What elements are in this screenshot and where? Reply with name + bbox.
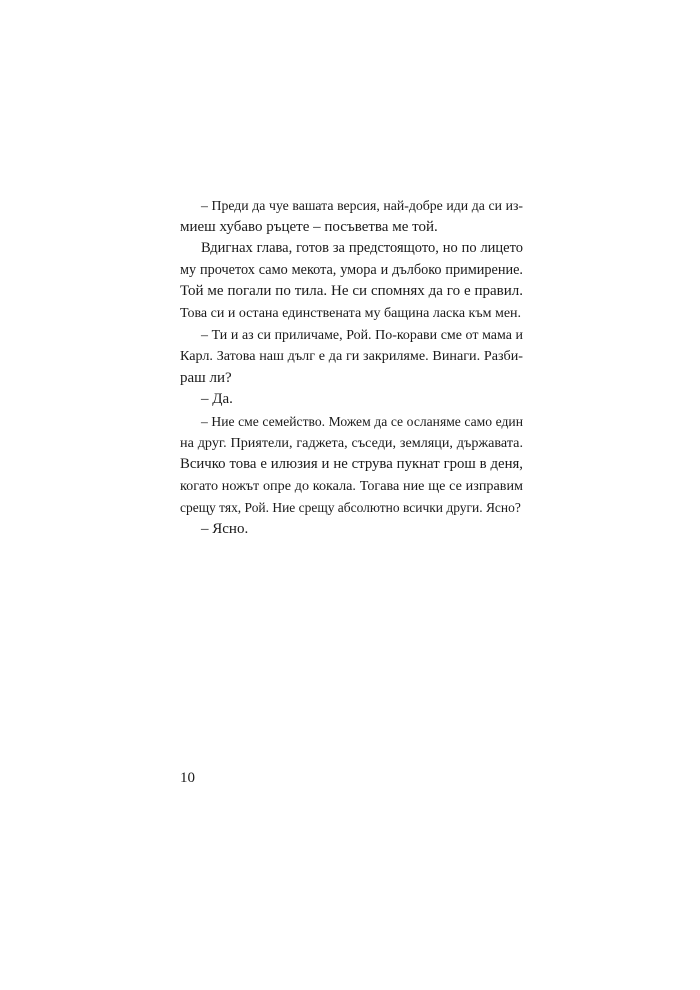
text-line: Карл. Затова наш дълг е да ги закриляме. Винаги. Разби- xyxy=(180,348,523,365)
text-line: срещу тях, Рой. Ние срещу абсолютно всички други. Ясно? xyxy=(180,500,521,516)
page-number: 10 xyxy=(180,770,195,786)
text-line: Всичко това е илюзия и не струва пукнат грош в деня, xyxy=(180,456,523,473)
text-line: когато ножът опре до кокала. Тогава ние ще се изправим xyxy=(180,477,523,494)
text-line: Това си и остана единствената му бащина ласка към мен. xyxy=(180,305,522,321)
text-line: миеш хубаво ръцете – посъветва ме той. xyxy=(180,218,438,235)
text-line: – Ти и аз си приличаме, Рой. По-корави сме от мама и xyxy=(201,327,523,343)
text-line: Вдигнах глава, готов за предстоящото, но по лицето xyxy=(201,240,523,257)
text-line: – Да. xyxy=(201,391,233,408)
text-line: – Преди да чуе вашата версия, най-добре иди да си из- xyxy=(201,198,523,213)
text-line: му прочетох само мекота, умора и дълбоко примирение. xyxy=(180,261,523,278)
text-line: раш ли? xyxy=(180,369,232,386)
text-line: на друг. Приятели, гаджета, съседи, земляци, държавата. xyxy=(180,434,523,451)
body-text xyxy=(180,195,523,541)
text-line: Той ме погали по тила. Не си спомнях да го е правил. xyxy=(180,283,523,300)
text-line: – Ясно. xyxy=(201,520,249,537)
text-line: – Ние сме семейство. Можем да се осланяме само един xyxy=(201,413,523,429)
